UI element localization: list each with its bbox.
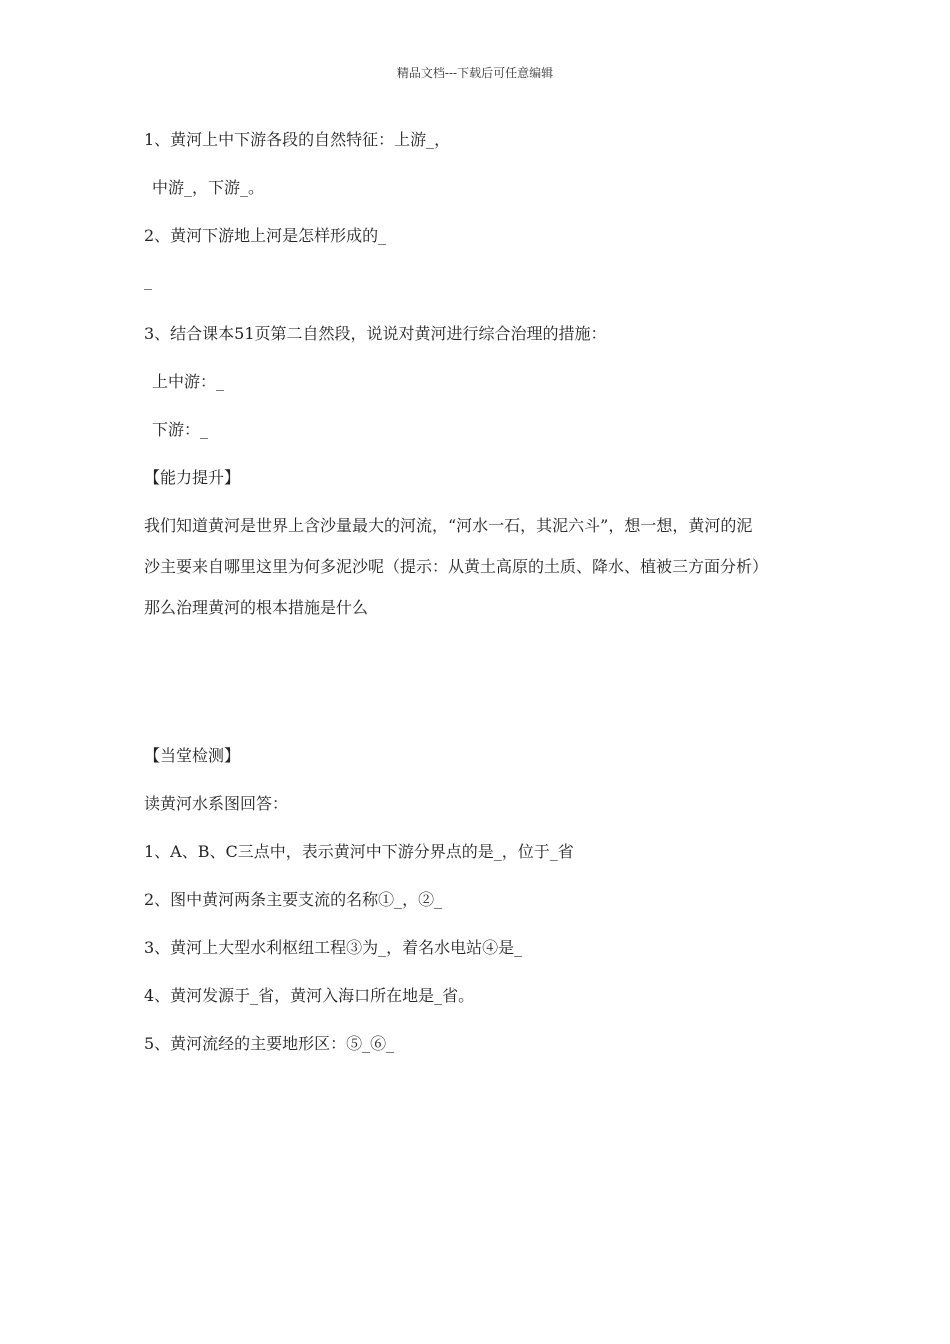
test-section-title: 【当堂检测】 [144, 746, 241, 765]
test-question-3: 3、黄河上大型水利枢纽工程③为_，着名水电站④是_ [144, 938, 523, 957]
test-question-4: 4、黄河发源于_省，黄河入海口所在地是_省。 [144, 986, 475, 1005]
question-3-lower: 下游：_ [152, 420, 209, 439]
question-1-continued: 中游_，下游_。 [152, 178, 265, 197]
ability-section-title: 【能力提升】 [144, 468, 241, 487]
page-header: 精品文档---下载后可任意编辑 [396, 66, 554, 80]
test-question-2: 2、图中黄河两条主要支流的名称①_，②_ [144, 890, 443, 909]
test-intro: 读黄河水系图回答： [144, 794, 289, 813]
question-2-blank: _ [144, 271, 152, 290]
question-3-upper-middle: 上中游：_ [152, 372, 225, 391]
question-1: 1、黄河上中下游各段的自然特征：上游_， [144, 130, 451, 149]
ability-paragraph-line-1: 我们知道黄河是世界上含沙量最大的河流，“河水一石，其泥六斗”，想一想，黄河的泥 [144, 516, 753, 535]
ability-paragraph-line-3: 那么治理黄河的根本措施是什么 [144, 598, 369, 617]
test-question-1: 1、A、B、C三点中，表示黄河中下游分界点的是_，位于_省 [144, 842, 574, 861]
test-question-5: 5、黄河流经的主要地形区：⑤_⑥_ [144, 1034, 395, 1053]
question-2: 2、黄河下游地上河是怎样形成的_ [144, 226, 387, 245]
question-3: 3、结合课本51页第二自然段，说说对黄河进行综合治理的措施： [144, 324, 607, 343]
ability-paragraph-line-2: 沙主要来自哪里这里为何多泥沙呢（提示：从黄土高原的土质、降水、植被三方面分析） [144, 557, 769, 576]
